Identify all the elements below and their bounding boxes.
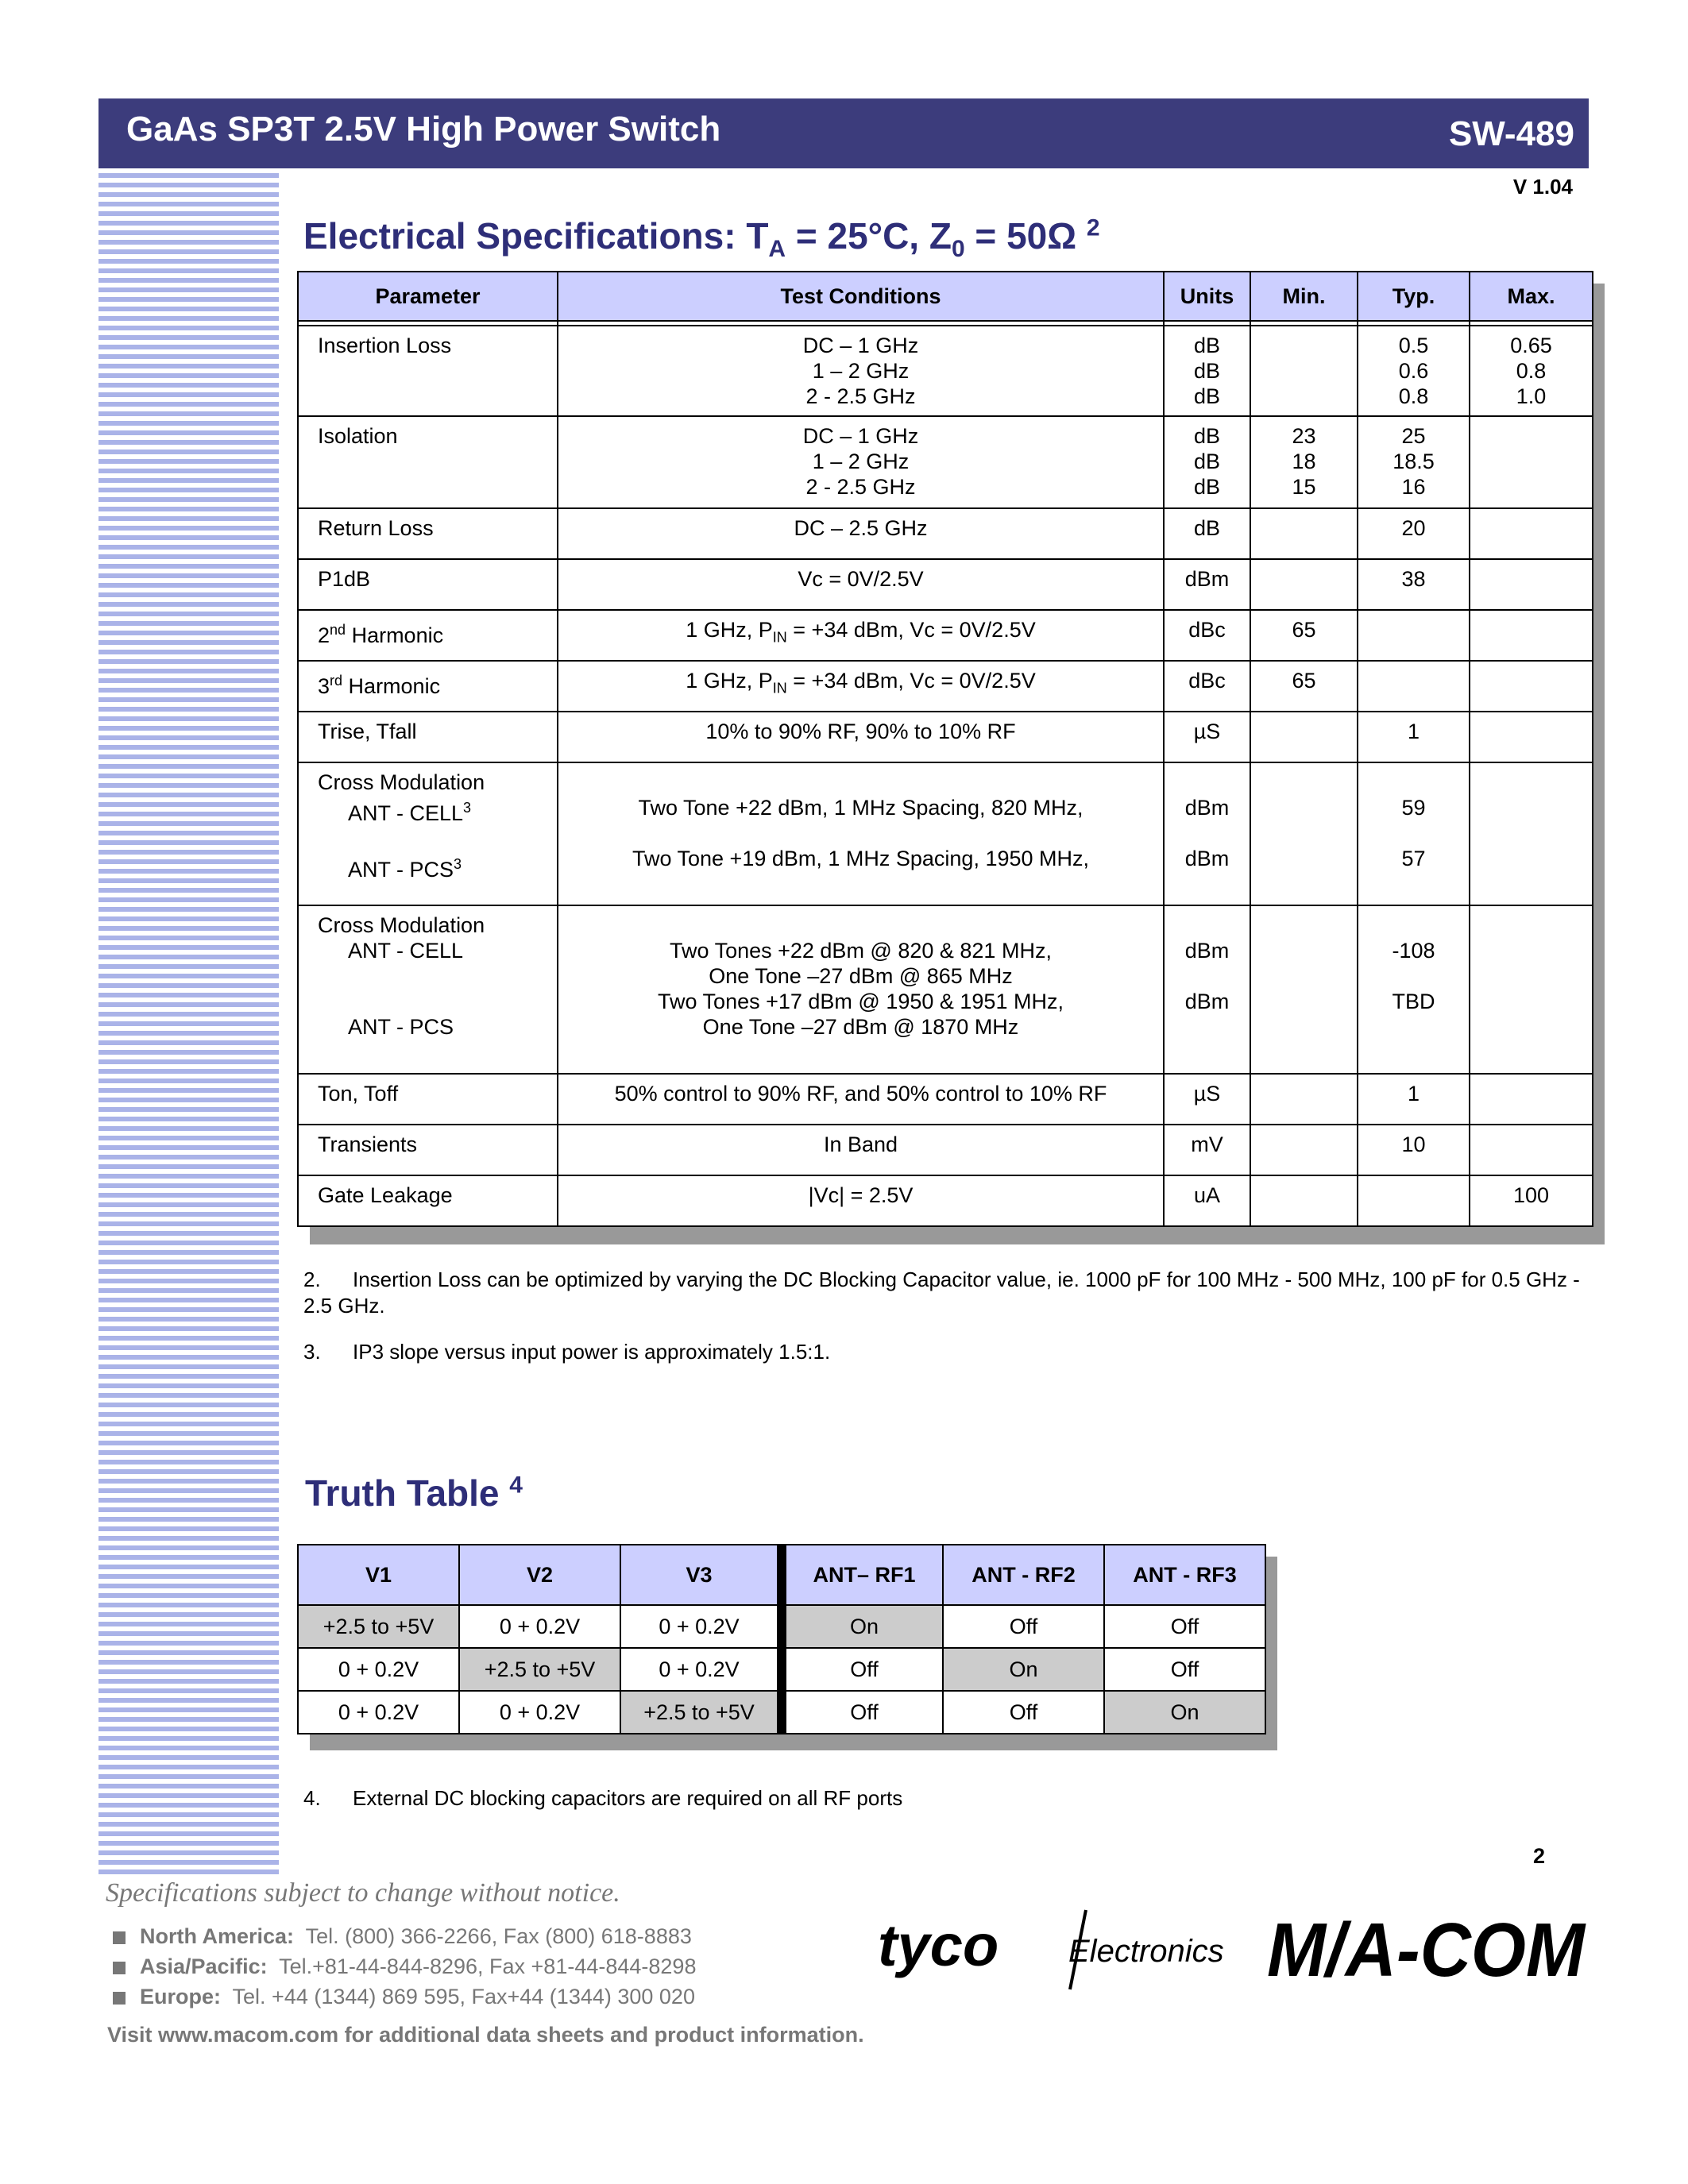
table-row: P1dB Vc = 0V/2.5V dBm 38	[298, 559, 1593, 610]
bullet-square-icon	[113, 1962, 126, 1974]
truth-table	[297, 1544, 1266, 1734]
table-row: 2nd Harmonic 1 GHz, $P_{IN} = +34$ dBm, Vc = 0V/2.5V dBc 65	[298, 610, 1593, 661]
col-header: Min.	[1250, 272, 1358, 321]
page-number: 2	[1533, 1844, 1546, 1868]
col-header: Max.	[1470, 272, 1593, 321]
contact-north-america: North America: Tel. (800) 366-2266, Fax (800) 618-8883	[113, 1924, 692, 1949]
svg-text:tyco: tyco	[878, 1912, 999, 1978]
truth-header-row	[298, 1545, 1265, 1605]
header-bar	[98, 98, 1589, 168]
document-title: GaAs SP3T 2.5V High Power Switch	[126, 110, 721, 149]
table-row: Cross Modulation ANT - CELL$^3$ ANT - PCS$^3$ Two Tone +22 dBm, 1 MHz Spacing, 820 MHz, Two Tone +19 dBm, 1 MHz Spacing, 1950 MHz, dBm dBm 59 57	[298, 762, 1593, 905]
bullet-square-icon	[113, 1992, 126, 2005]
spec-section-title: Electrical Specifications: $T_A = 25^\circ C$, $Z_0 = 50\Omega$ $^2$	[303, 214, 1100, 263]
decorative-stripes	[98, 173, 279, 1874]
col-header: ANT - RF3	[1104, 1545, 1265, 1605]
spec-table	[297, 271, 1593, 1227]
table-row: Ton, Toff 50% control to 90% RF, and 50% control to 10% RF µS 1	[298, 1074, 1593, 1125]
bullet-square-icon	[113, 1931, 126, 1944]
version-label: V 1.04	[1512, 175, 1573, 199]
footnote-3: 3. IP3 slope versus input power is approximately 1.5:1.	[303, 1340, 831, 1364]
col-header: Parameter	[298, 272, 558, 321]
visit-website-text: Visit www.macom.com for additional data sheets and product information.	[107, 2023, 864, 2047]
disclaimer: Specifications subject to change without notice.	[106, 1878, 620, 1908]
table-row: Return Loss DC – 2.5 GHz dB 20	[298, 508, 1593, 559]
table-row: Isolation DC – 1 GHz 1 – 2 GHz 2 - 2.5 GHz dB dB dB 23 18 15 25 18.5 16	[298, 416, 1593, 508]
table-row: +2.5 to +5V 0 + 0.2V 0 + 0.2V On Off Off	[298, 1605, 1265, 1648]
table-row: Transients In Band mV 10	[298, 1125, 1593, 1175]
tyco-electronics-logo	[870, 1902, 1235, 1997]
col-header: Units	[1164, 272, 1250, 321]
col-header: Test Conditions	[558, 272, 1164, 321]
col-header: Typ.	[1358, 272, 1470, 321]
macom-logo	[1267, 1906, 1589, 1993]
table-row: 0 + 0.2V +2.5 to +5V 0 + 0.2V Off On Off	[298, 1648, 1265, 1691]
part-number: SW-489	[1448, 114, 1574, 153]
table-row: Insertion Loss DC – 1 GHz 1 – 2 GHz 2 - 2.5 GHz dB dB dB 0.5 0.6 0.8 0.65 0.8 1.0	[298, 326, 1593, 416]
col-header: ANT– RF1	[782, 1545, 943, 1605]
col-header: V3	[620, 1545, 782, 1605]
contact-europe: Europe: Tel. +44 (1344) 869 595, Fax+44 (1344) 300 020	[113, 1985, 695, 2009]
footnote-2: 2. Insertion Loss can be optimized by varying the DC Blocking Capacitor value, ie. 1000 pF for 100 MHz - 500 MHz, 100 pF for 0.5 GHz - 2.5 GHz.	[303, 1268, 1580, 1318]
table-row: Trise, Tfall 10% to 90% RF, 90% to 10% RF µS 1	[298, 712, 1593, 762]
footnote-4: 4. External DC blocking capacitors are required on all RF ports	[303, 1786, 903, 1810]
contact-asia-pacific: Asia/Pacific: Tel.+81-44-844-8296, Fax +81-44-844-8298	[113, 1954, 696, 1979]
table-row: 0 + 0.2V 0 + 0.2V +2.5 to +5V Off Off On	[298, 1691, 1265, 1734]
svg-text:M/A-COM: M/A-COM	[1267, 1908, 1586, 1993]
col-header: ANT - RF2	[943, 1545, 1104, 1605]
table-row: 3rd Harmonic 1 GHz, $P_{IN} = +34$ dBm, Vc = 0V/2.5V dBc 65	[298, 661, 1593, 712]
spec-header-row	[298, 272, 1593, 321]
col-header: V2	[459, 1545, 620, 1605]
table-row: Cross Modulation ANT - CELL ANT - PCS Two Tones +22 dBm @ 820 & 821 MHz, One Tone –27 dBm @ 865 MHz Two Tones +17 dBm @ 1950 & 1951 MHz, One Tone –27 dBm @ 1870 MHz dBm dBm -108 TBD	[298, 905, 1593, 1074]
table-row: Gate Leakage |Vc| = 2.5V uA 100	[298, 1175, 1593, 1226]
truth-section-title: Truth Table $^4$	[305, 1472, 523, 1514]
svg-text:Electronics: Electronics	[1068, 1934, 1224, 1969]
col-header: V1	[298, 1545, 459, 1605]
